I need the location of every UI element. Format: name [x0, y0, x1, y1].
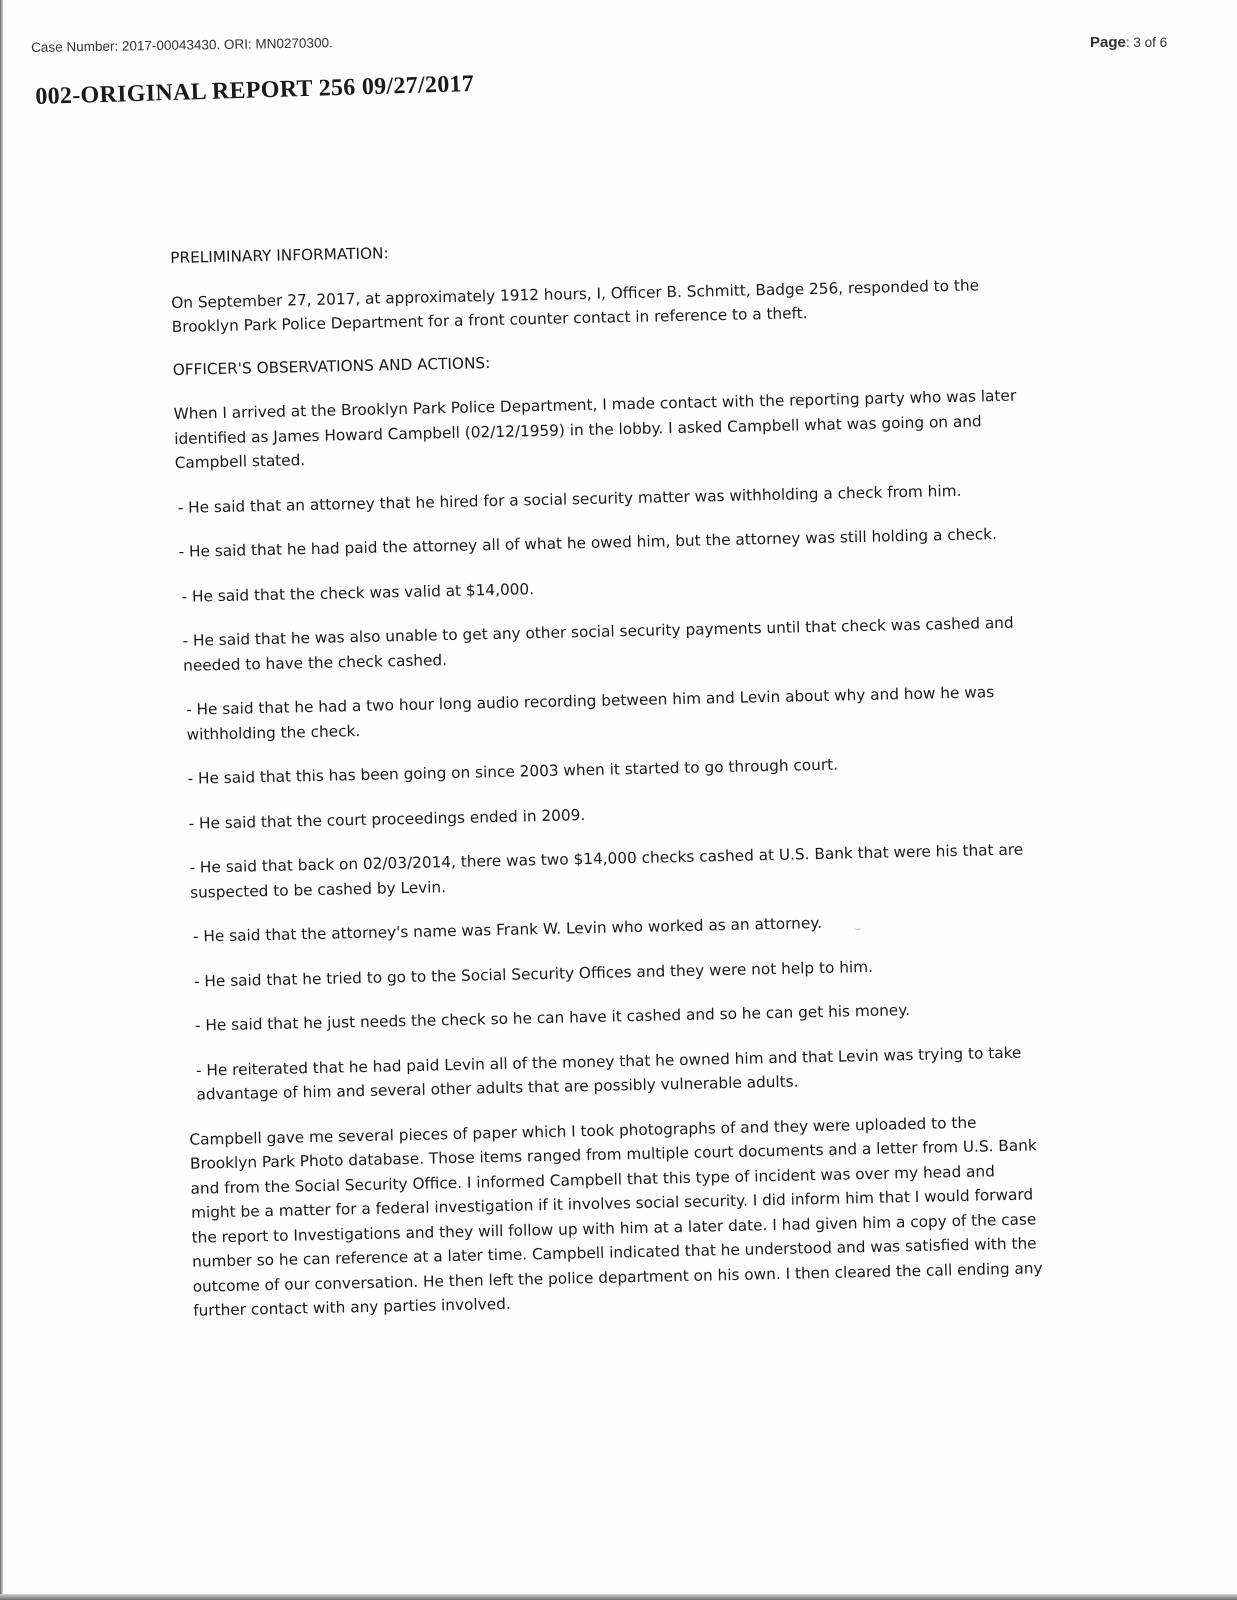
- case-number-header: Case Number: 2017-00043430. ORI: MN0270300.: [31, 35, 333, 55]
- preliminary-text: On September 27, 2017, at approximately 1912 hours, I, Officer B. Schmitt, Badge 256, responded to the Brooklyn Park Police Department for a front counter contact in reference to a theft.: [171, 275, 980, 336]
- statement-item: - He said that he just needs the check so he can have it cashed and so he can get his money.: [194, 1001, 911, 1035]
- statement-item: - He said that this has been going on since 2003 when it started to go through court.: [187, 755, 839, 788]
- statement-item: - He said that he was also unable to get any other social security payments until that check was cashed and needed to have the check cashed.: [182, 613, 1014, 675]
- statement-item: - He said that an attorney that he hired for a social security matter was withholding a check from him.: [177, 481, 962, 517]
- page-value: : 3 of 6: [1125, 35, 1168, 50]
- preliminary-heading: PRELIMINARY INFORMATION:: [170, 244, 389, 267]
- statement-item: - He said that the court proceedings ended in 2009.: [188, 805, 586, 833]
- statement-item: - He said that he had a two hour long audio recording between him and Levin about why and how he was withholding the check.: [185, 683, 995, 744]
- statement-item: - He said that he had paid the attorney all of what he owed him, but the attorney was still holding a check.: [178, 525, 998, 561]
- observations-heading: OFFICER'S OBSERVATIONS AND ACTIONS:: [172, 353, 491, 379]
- scan-edge-bottom: [0, 1594, 1237, 1600]
- scan-edge-left: [0, 0, 3, 1600]
- closing-narrative: Campbell gave me several pieces of paper which I took photographs of and they were uploaded to the Brooklyn Park Photo database. Those items ranged from multiple court documents and a letter from U.S. Bank and from the Social Security Office. I informed Campbell that this type of incident was over my head and might be a matter for a federal investigation if it involves social security. I did inform him that I would forward the report to Investigations and they will follow up with him at a later date. I had given him a copy of the case number so he can reference at a later time. Campbell indicated that he understood and was satisfied with the outcome of our conversation. He then left the police department on his own. I then cleared the call ending any further contact with any parties involved.: [189, 1113, 1043, 1320]
- statement-item: - He said that the attorney's name was Frank W. Levin who worked as an attorney.: [192, 913, 823, 946]
- statement-list: [175, 477, 1040, 1107]
- report-title: 002-ORIGINAL REPORT 256 09/27/2017: [35, 70, 475, 110]
- statement-item: - He said that the check was valid at $14,000.: [181, 579, 535, 606]
- statement-item: - He said that he tried to go to the Social Security Offices and they were not help to him.: [193, 957, 874, 991]
- statement-item: - He reiterated that he had paid Levin all of the money that he owned him and that Levin was trying to take advantage of him and several other adults that are possibly vulnerable adults.: [195, 1043, 1022, 1104]
- statement-item: - He said that back on 02/03/2014, there was two $14,000 checks cashed at U.S. Bank that were his that are suspected to be cashed by Levin.: [189, 840, 1024, 902]
- report-body: [170, 227, 1045, 1323]
- page-number: [1090, 34, 1167, 51]
- page-label: Page: [1090, 34, 1126, 51]
- observations-text: When I arrived at the Brooklyn Park Police Department, I made contact with the reporting party who was later identified as James Howard Campbell (02/12/1959) in the lobby. I asked Campbell what was going on and Campbell stated.: [173, 386, 1017, 472]
